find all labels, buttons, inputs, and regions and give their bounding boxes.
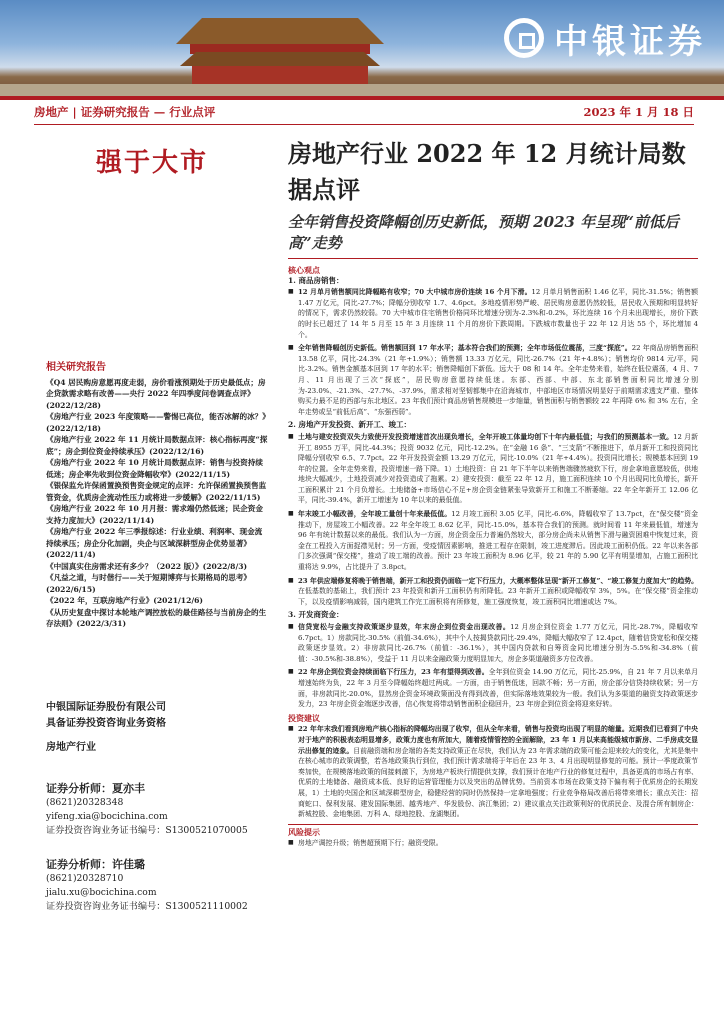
analyst-cert: 证券投资咨询业务证书编号：S1300521110002 — [46, 901, 248, 912]
header-divider — [0, 96, 724, 100]
paragraph-lead: 年末竣工小幅改善，全年竣工量创十年来最低值。 — [298, 510, 452, 519]
brand-name: 中银证券 — [554, 21, 706, 62]
brand-logo — [504, 10, 706, 66]
related-report-item[interactable]: 《2022 年，互联房地产行业》(2021/12/6) — [46, 596, 204, 605]
section-heading: 3. 开发商资金： — [288, 610, 344, 620]
report-header — [34, 104, 694, 125]
risk-paragraph: ■ 房地产调控升级；销售超预期下行；融资受限。 — [288, 838, 698, 849]
investment-advice-title: 投资建议 — [288, 712, 320, 723]
related-report-item[interactable]: 《房地产行业 2022 年 11 月统计局数据点评：核心指标再度“探底”；房企到位资金持续承压》(2022/12/16) — [46, 435, 268, 456]
paragraph-lead: 信贷宽松与金融支持政策逐步显效，年末房企到位资金出现改善。 — [298, 623, 511, 631]
header-banner — [0, 0, 724, 96]
paragraph-lead: 22 年房企到位资金持续面临下行压力，23 年有望得到改善。 — [298, 668, 489, 677]
report-category: 房地产 | 证券研究报告 — 行业点评 — [34, 105, 216, 119]
analyst-phone: (8621)20328710 — [46, 873, 124, 884]
related-report-item[interactable]: 《中国真实住房需求还有多少？（2022 版）》(2022/8/3) — [46, 561, 248, 571]
related-report-item[interactable]: 《房地产行业 2023 年度策略——警惕已高位，能否冰解的冰？》(2022/12/18) — [46, 412, 267, 433]
paragraph-text: 12 月单月销售面积 1.46 亿平，同比-31.5%；销售额 1.47 万亿元，同比-27.7%；降幅分别收窄 1.7、4.6pct。多地疫情形势严峻、居民购房意愿仍然较低，居民收入预期和明显转好的情况下，需求仍然较弱。70 大中城市住宅销售价格同环比增速分别为-2.3%和-0.2%，环比连续 16 个月未出现增长，房价下跌的时长已超过了 14 年 5 月至 15 年 3 月连续 11 个月的房价下跌周期。下跌城市数量也于 22 年 12 月达 55 个，环比增加 4 个。 — [298, 288, 698, 339]
analyst-name: 夏亦丰 — [112, 782, 145, 795]
related-report-item[interactable]: 《房地产行业 2022 年 10 月统计局数据点评：销售与投资持续低迷；房企率先收到位资金降幅收窄》(2022/11/15) — [46, 458, 263, 479]
paragraph-text: 12 月房企到位资金 1.77 万亿元，同比-28.7%，降幅收窄 6.7pct。1）房款同比-30.5%（前值-34.6%），其中个人按揭贷款同比-29.4%，降幅大幅收窄了 12.4pct，随着信贷宽松和保交楼政策逐步显效。2）非房款同比-26.7%（前值：-36.1%），其中国内贷款和自筹资金同比增速分别为-5.5%和-34.8%（前值：-30.5%和-38.8%），受益于 11 月以来金融政策力度明显加大，房企多渠道融资多方位改善。 — [298, 623, 699, 663]
related-reports-title: 相关研究报告 — [46, 362, 106, 373]
section-heading: 2. 房地产开发投资、新开工、竣工： — [288, 420, 411, 430]
paragraph-lead: 土地与建安投资双失力致使开发投资增速首次出现负增长，全年开竣工体量均创下十年内最低值；与我们的预测基本一致。 — [298, 432, 674, 441]
paragraph-lead: 23 年供应端修复将晚于销售端，新开工和投资仍面临一定下行压力，大概率整体呈现“新开工修复”、“竣工修复力度加大”的趋势。 — [298, 576, 698, 585]
related-report-item[interactable]: 《房地产行业 2022 年三季报综述：行业业绩、利润率、现金流持续承压；房企分化加剧，央企与区域深耕型房企优势显著》(2022/11/4) — [46, 527, 263, 559]
analyst-block — [46, 858, 268, 914]
analyst-phone: (8621)20328348 — [46, 797, 124, 808]
analyst-role: 证券分析师： — [46, 782, 112, 795]
paragraph-lead: 全年销售降幅创历史新低。销售额回到 17 年水平；基本符合我们的预测；全年市场低位震荡，三度“探底”。 — [298, 344, 632, 353]
paragraph-text: 在低基数的基础上，我们预计 23 年投资和新开工面积仍有所降低。23 年新开工面积或降幅收窄 3%，5%。在“保交楼”资金推动下，以及疫情影响减弱，国内建筑工作完工面积将有所修复，施工强度恢复，竣工面积同比增速或达 7%。 — [298, 587, 698, 606]
risk-title: 风险提示 — [288, 826, 320, 837]
analyst-cert: 证券投资咨询业务证书编号：S1300521070005 — [46, 825, 248, 836]
core-views-title: 核心观点 — [288, 265, 320, 275]
paragraph — [288, 343, 698, 417]
palace-illustration — [150, 18, 410, 88]
paragraph-text: 全年到位资金 14.90 万亿元，同比-25.9%，自 21 年 7 月以来单月增速始终为负，22 年 3 月至今降幅始终超过两成。一方面，由于销售低迷，回款不畅；另一方面，房企部分信贷持续收紧；另一方面，非房款同比-20.0%，显然房企资金环境政策面没有得到改善，但实际落地效果较为一般。我们认为多渠道的融资支持政策逐步发力，23 年房企资金端逐步改善，信心恢复将带动销售面积企稳回升，23 年房企到位资金将迎来好转。 — [298, 668, 698, 709]
related-report-item[interactable]: 《房地产行业 2022 年 10 月月报：需求端仍然低迷；民企资金支持力度加大》(2022/11/14) — [46, 504, 263, 525]
paragraph — [288, 576, 698, 608]
risk-divider — [288, 824, 698, 825]
industry-rating: 强于大市 — [96, 148, 209, 178]
analyst-email[interactable]: yifeng.xia@bocichina.com — [46, 811, 168, 822]
related-report-item[interactable]: 《凡益之道，与时偕行——关于短期博弈与长期格局的思考》(2022/6/15) — [46, 573, 252, 594]
firm-qualification: 具备证券投资咨询业务资格 — [46, 718, 166, 729]
analyst-block — [46, 782, 268, 838]
firm-info — [46, 700, 268, 756]
paragraph — [288, 287, 698, 340]
paragraph-text: 目前融资端和房企端的各类支持政策正在尽快，我们认为 23 年需求端的政策可能会迎来较大的变化，尤其是集中在核心城市的政策调整，若各地政策执行到位，我们预计需求端将于年后在 23 年 3、4 月出现明显修复的可能。预计一季度政策节奏加快，在规模落地政策的间接刺激下，为房地产板块行情提供支撑，我们预计在地产行业的修复过程中，具备更高的市场占有率、优质的土地储备、融资成本低、良好的运营管理能力以及突出的品牌优势。当前资本市场在政策支持下偏有利于优质房企的长期发展，1）土地的央国企和区域深耕型房企，稳健经营的同时仍然保持一定拿地强度；行业竞争格局改善后将带来增长；重点关注：招商蛇口、保利发展、建发国际集团、越秀地产、华发股份、滨江集团；2）建议重点关注政策利好的优质民企、及混合所有制房企：新城控股、金地集团、万科 A、绿地控股、龙湖集团。 — [298, 746, 698, 819]
related-report-item[interactable]: 《银保监允许保函置换预售资金规定的点评：允许保函置换预售监管资金，优质房企流动性压力或将进一步缓解》(2022/11/15) — [46, 481, 267, 502]
coverage-sector: 房地产行业 — [46, 742, 96, 753]
report-title: 房地产行业 2022 年 12 月统计局数据点评 — [288, 139, 686, 204]
section-heading: 1. 商品房销售： — [288, 275, 344, 285]
analyst-name: 许佳璐 — [112, 858, 145, 871]
title-divider — [288, 258, 698, 259]
firm-name: 中银国际证券股份有限公司 — [46, 702, 166, 713]
paragraph — [288, 724, 698, 819]
paragraph-lead: 22 年年末我们看到房地产核心指标的降幅均出现了收窄，但从全年来看，销售与投资均出现了明显的缩量。近期我们已看到了中央对于地产的积极表态明显增多，政策力度也有所加大，随着疫情管控的全面解除，23 年 1 月以来高能级城市新房、二手房成交显示出修复的迹象。 — [298, 725, 698, 755]
analyst-role: 证券分析师： — [46, 858, 112, 871]
paragraph — [288, 432, 698, 506]
paragraph — [288, 509, 698, 573]
related-report-item[interactable]: 《Q4 居民购房意愿再度走弱，房价看涨预期处于历史最低点；房企贷款需求略有改善——央行 2022 年四季度问卷调查点评》(2022/12/28) — [46, 377, 266, 410]
paragraph-text: 22 年商品房销售面积 13.58 亿平，同比-24.3%（21 年+1.9%）；销售额 13.33 万亿元，同比-26.7%（21 年+4.8%）；销售均价 9814 元/平，同比-3.2%。销售金额基本回到 17 年的水平；销售降幅创下新低。远大于 08 和 14 年。全年走势来看，始终在低位震荡，4 月、7 月、11 月出现了三次“探底”，居民购房意愿持续低迷。东部、西部、中部、东北部销售面积同比增速分别为-23.0%、-21.3%、-27.7%、-37.9%，需求相对坚韧都集中在沿海城市，中部地区市场情况明显好于前期需求透支严重、整体购买力最不足的西部与东北地区。23 年我们预计商品房销售规模进一步缩量，销售面积与销售额较 22 年再降 6% 和 3% 左右，全年走势或呈“前低后高”、“东强西弱”。 — [298, 344, 698, 416]
report-date: 2023 年 1 月 18 日 — [583, 105, 694, 119]
report-subtitle: 全年销售投资降幅创历史新低，预期 2023 年呈现“前低后高”走势 — [288, 213, 679, 252]
paragraph — [288, 667, 698, 709]
paragraph-text: 12 月竣工面积 3.05 亿平，同比-6.6%，降幅收窄了 13.7pct，在“保交楼”资金推动下，房屋竣工小幅改善。22 年全年竣工 8.62 亿平，同比-15.0%，基本符合我们的预测。就时间看 11 年来最低值，增速为 96 年有统计数据以来的最低。我们认为一方面，房企资金压力普遍仍然较大，部分房企尚未从销售下滑与融资困难中恢复过来，资金在工程投入方面捉襟见肘；另一方面，受疫情因素影响，推进工程存在限制，竣工进度滞后。因此竣工面积仍低。22 年以来各部门多次强调“保交楼”，推动了竣工端的改善。预计 23 年竣工面积为 8.96 亿平，较 21 年的 5.90 亿平有明显增加，占施工面积比重将达 9.9%，占比提升了 3.8pct。 — [298, 510, 699, 572]
boc-logo-icon — [504, 18, 544, 58]
report-body — [288, 263, 698, 852]
paragraph — [288, 622, 698, 664]
paragraph-lead: 12 月单月销售额同比降幅略有收窄；70 大中城市房价连续 16 个月下滑。 — [298, 288, 532, 297]
paragraph-text: 12 月新开工 8955 万平，同比-44.3%；投资 9032 亿元，同比-12.2%。在“金融 16 条”、“三支箭”不断推进下，单月新开工和投资同比降幅分别收窄 6.5、7.7pct。22 年开发投资金额 13.29 万亿元，同比-10.0%（21 年+4.4%）。投资同比增长；规模基本回到 19 年的位置。全年走势来看，投资增速一路下降。1）土地投资：自 21 年下半年以来销售端骤然疲软下行，房企拿地意愿较低，供地地块大幅减少，土地投资减少对投资造成了拖累。2）建安投资：截至 22 年 12 月，施工面积连续 10 个月出现同比负增长，新开工面积累计 21 个月负增长。土地储备+市场信心不足+房企资金链紧张导致新开工和施工不断萎缩。22 年全年新开工 12.06 亿平，同比-39.4%，新开工增速为 10 年以来的最低值。 — [298, 432, 698, 505]
analyst-email[interactable]: jialu.xu@bocichina.com — [46, 887, 157, 898]
related-report-item[interactable]: 《从历史复盘中探讨本轮地产调控放松的最佳路径与当前房企的生存法则》(2022/3/31) — [46, 607, 267, 628]
related-reports — [46, 362, 268, 630]
